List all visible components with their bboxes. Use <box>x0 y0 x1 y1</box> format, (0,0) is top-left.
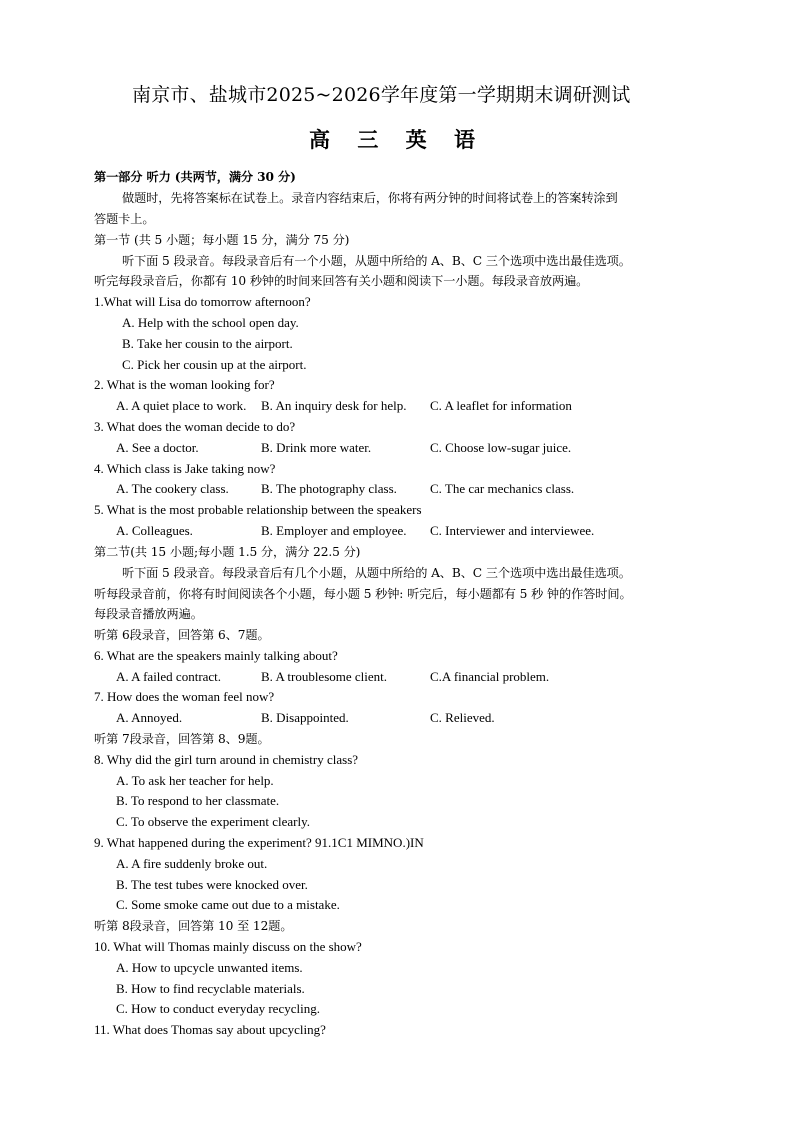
question-11-stem: 11. What does Thomas say about upcycling? <box>94 1022 326 1037</box>
question-5-option-b: B. Employer and employee. <box>261 523 407 538</box>
section1-heading: 第一节 (共 5 小题；每小题 15 分，满分 75 分) <box>94 233 350 247</box>
question-4-option-a: A. The cookery class. <box>116 481 229 496</box>
section2-instruction-line2: 听每段录音前，你将有时间阅读各个小题，每小题 5 秒钟: 听完后，每小题都有 5 秒 钟的作答时间。 <box>94 587 632 601</box>
question-8-option-a: A. To ask her teacher for help. <box>116 773 274 788</box>
question-4-stem: 4. Which class is Jake taking now? <box>94 461 276 476</box>
section2-instruction-line1: 听下面 5 段录音。每段录音后有几个小题，从题中所给的 A、B、C 三个选项中选出最佳选项。 <box>122 566 631 580</box>
question-3-option-b: B. Drink more water. <box>261 440 372 455</box>
question-6-option-b: B. A troublesome client. <box>261 669 388 684</box>
question-3-option-c: C. Choose low-sugar juice. <box>430 440 572 455</box>
question-6-option-c: C.A financial problem. <box>430 669 550 684</box>
question-6-stem: 6. What are the speakers mainly talking about? <box>94 648 338 663</box>
exam-title: 南京市、盐城市2025~2026学年度第一学期期末调研测试 <box>132 84 631 106</box>
question-7-option-b: B. Disappointed. <box>261 710 349 725</box>
question-2-option-a: A. A quiet place to work. <box>116 398 247 413</box>
question-10-option-c: C. How to conduct everyday recycling. <box>116 1001 320 1016</box>
question-3-option-a: A. See a doctor. <box>116 440 199 455</box>
question-1-stem: 1.What will Lisa do tomorrow afternoon? <box>94 294 311 309</box>
section1-instruction-line1: 听下面 5 段录音。每段录音后有一个小题，从题中所给的 A、B、C 三个选项中选出最佳选项。 <box>122 254 631 268</box>
exam-subject: 高 三 英 语 <box>309 127 485 152</box>
question-7-option-a: A. Annoyed. <box>116 710 183 725</box>
segment-8-instruction: 听第 8段录音，回答第 10 至 12题。 <box>94 919 293 933</box>
question-9-option-c: C. Some smoke came out due to a mistake. <box>116 897 340 912</box>
question-5-option-a: A. Colleagues. <box>116 523 193 538</box>
question-5-stem: 5. What is the most probable relationship between the speakers <box>94 502 422 517</box>
question-1-option-a: A. Help with the school open day. <box>122 315 299 330</box>
question-10-option-b: B. How to find recyclable materials. <box>116 981 305 996</box>
question-2-option-c: C. A leaflet for information <box>430 398 572 413</box>
question-9-option-a: A. A fire suddenly broke out. <box>116 856 268 871</box>
section2-instruction-line3: 每段录音播放两遍。 <box>94 607 203 621</box>
part1-intro-line1: 做题时，先将答案标在试卷上。录音内容结束后，你将有两分钟的时间将试卷上的答案转涂到 <box>122 191 618 205</box>
question-4-option-b: B. The photography class. <box>261 481 397 496</box>
part1-heading: 第一部分 听力 (共两节，满分 30 分) <box>94 170 296 184</box>
section2-heading: 第二节(共 15 小题;每小题 1.5 分，满分 22.5 分) <box>94 545 361 559</box>
part1-intro-line2: 答题卡上。 <box>94 212 155 226</box>
question-1-option-b: B. Take her cousin to the airport. <box>122 336 293 351</box>
question-8-option-b: B. To respond to her classmate. <box>116 793 280 808</box>
question-5-option-c: C. Interviewer and interviewee. <box>430 523 595 538</box>
question-9-option-b: B. The test tubes were knocked over. <box>116 877 308 892</box>
segment-6-instruction: 听第 6段录音，回答第 6、7题。 <box>94 628 270 642</box>
question-9-stem: 9. What happened during the experiment? 91.1C1 MIMNO.)IN <box>94 835 424 850</box>
question-7-stem: 7. How does the woman feel now? <box>94 689 275 704</box>
question-3-stem: 3. What does the woman decide to do? <box>94 419 296 434</box>
question-10-option-a: A. How to upcycle unwanted items. <box>116 960 303 975</box>
question-2-stem: 2. What is the woman looking for? <box>94 377 275 392</box>
question-4-option-c: C. The car mechanics class. <box>430 481 575 496</box>
question-2-option-b: B. An inquiry desk for help. <box>261 398 407 413</box>
question-7-option-c: C. Relieved. <box>430 710 495 725</box>
question-8-option-c: C. To observe the experiment clearly. <box>116 814 311 829</box>
section1-instruction-line2: 听完每段录音后，你都有 10 秒钟的时间来回答有关小题和阅读下一小题。每段录音放两遍。 <box>94 274 589 288</box>
question-1-option-c: C. Pick her cousin up at the airport. <box>122 357 307 372</box>
question-10-stem: 10. What will Thomas mainly discuss on the show? <box>94 939 362 954</box>
question-6-option-a: A. A failed contract. <box>116 669 222 684</box>
question-8-stem: 8. Why did the girl turn around in chemistry class? <box>94 752 359 767</box>
segment-7-instruction: 听第 7段录音，回答第 8、9题。 <box>94 732 270 746</box>
